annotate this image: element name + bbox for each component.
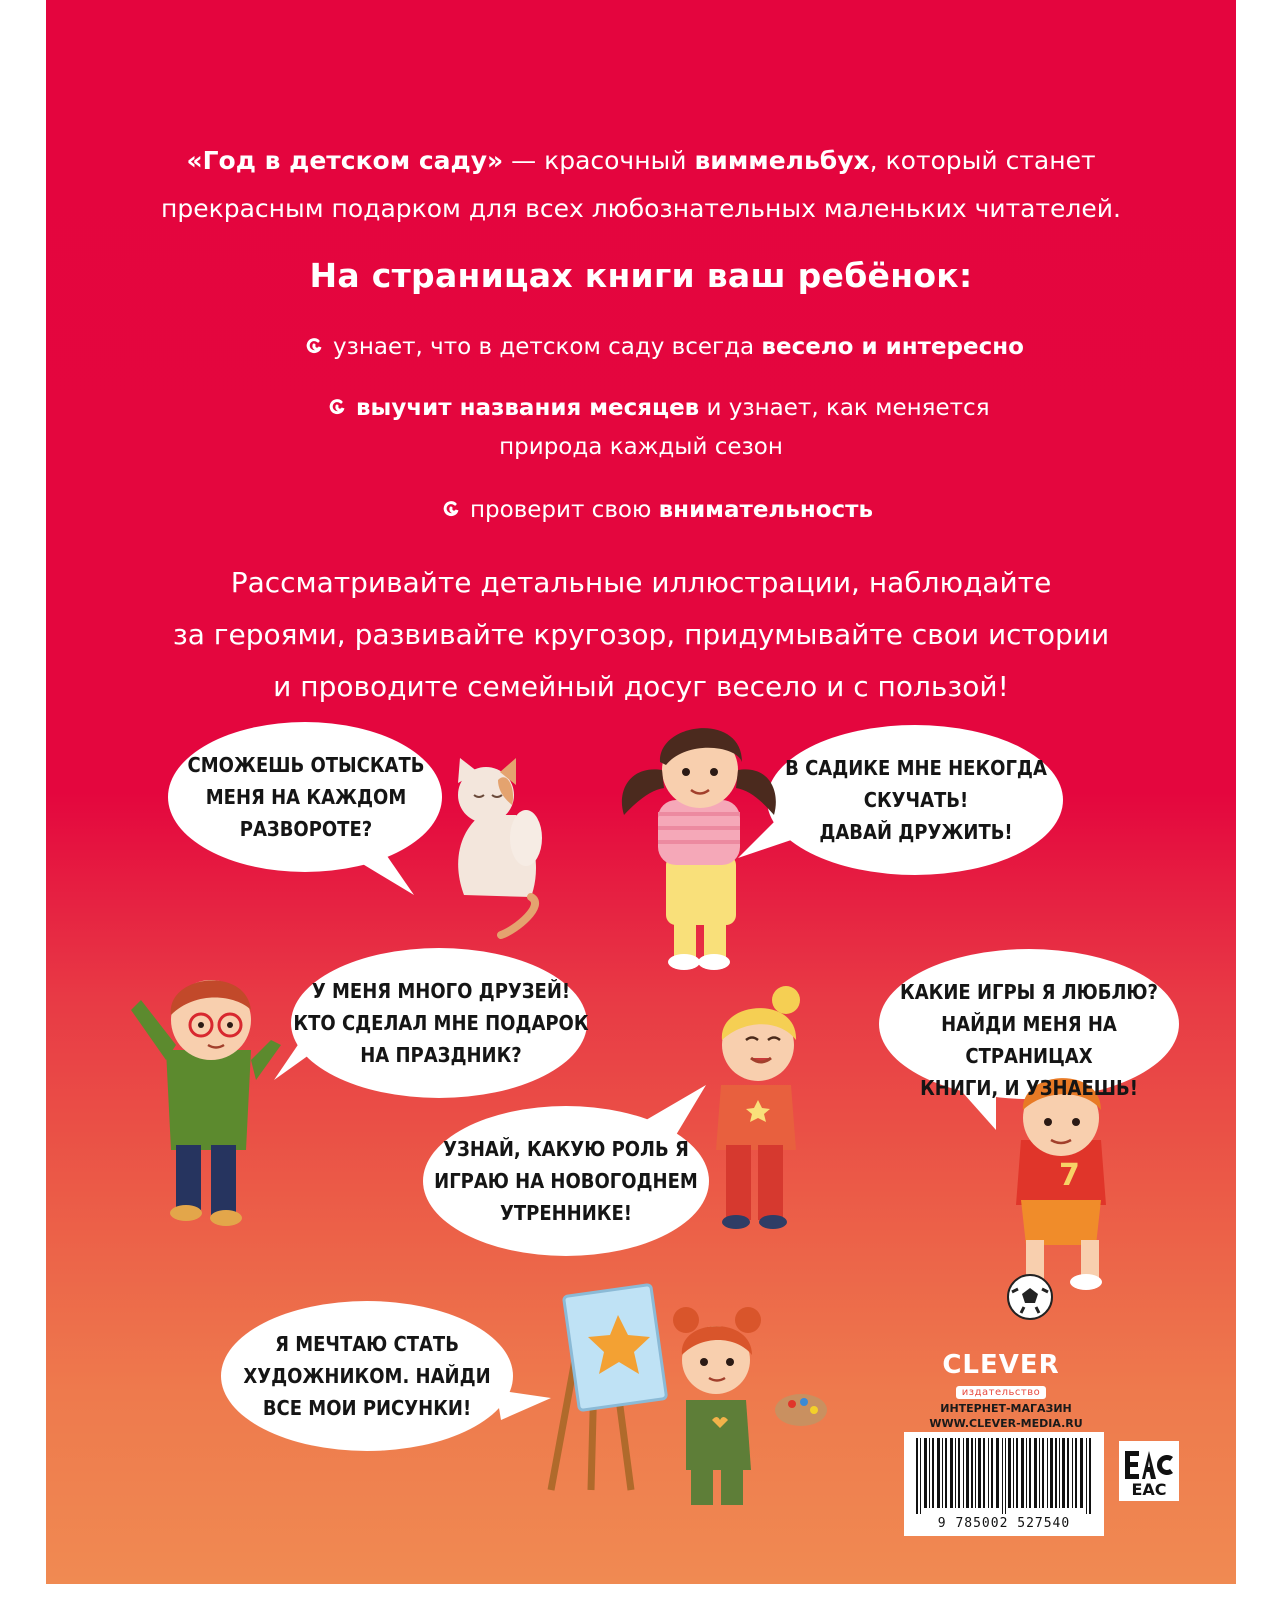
- book-back-cover: [46, 0, 1236, 1584]
- bullet-2-text: и узнает, как меняется: [699, 395, 990, 421]
- eac-mark-icon: [1119, 1441, 1179, 1501]
- shop-label: ИНТЕРНЕТ-МАГАЗИН: [940, 1402, 1072, 1415]
- intro-fragment-end: , который станет: [869, 146, 1096, 175]
- intro-bold-word: виммельбух: [694, 146, 870, 175]
- paragraph-line-2: за героями, развивайте кругозор, придумывайте свои истории: [172, 618, 1110, 651]
- bubble-line: РАЗВОРОТЕ?: [239, 817, 373, 841]
- bubble-line: СМОЖЕШЬ ОТЫСКАТЬ: [187, 753, 425, 777]
- bubble-line: ИГРАЮ НА НОВОГОДНЕМ: [434, 1169, 698, 1193]
- bubble-text-girl: [766, 752, 1066, 848]
- boy-ball-illustration: [1008, 1078, 1106, 1319]
- paragraph-line-1: Рассматривайте детальные иллюстрации, наблюдайте: [230, 566, 1052, 599]
- intro-fragment: — красочный: [503, 146, 695, 175]
- blonde-girl-illustration: [716, 986, 800, 1229]
- bullet-1-text: узнает, что в детском саду всегда: [333, 334, 762, 360]
- bubble-line: УЗНАЙ, КАКУЮ РОЛЬ Я: [443, 1137, 689, 1161]
- bubble-line: Я МЕЧТАЮ СТАТЬ: [275, 1332, 459, 1356]
- online-shop-info: [896, 1401, 1116, 1431]
- cat-illustration: [458, 758, 542, 935]
- publisher-name: CLEVER: [942, 1350, 1060, 1380]
- barcode-bars-icon: [904, 1432, 1104, 1516]
- bubble-line: МЕНЯ НА КАЖДОМ: [205, 785, 407, 809]
- bubble-text-blonde-girl: [421, 1133, 711, 1229]
- bubble-line: ХУДОЖНИКОМ. НАЙДИ: [243, 1364, 491, 1388]
- eac-text: EAC: [1131, 1480, 1167, 1499]
- book-title-quote: «Год в детском саду»: [186, 146, 504, 175]
- bubble-line: У МЕНЯ МНОГО ДРУЗЕЙ!: [311, 979, 571, 1003]
- barcode: [904, 1432, 1104, 1536]
- intro-line-2: прекрасным подарком для всех любознательных маленьких читателей.: [161, 194, 1121, 223]
- shop-url: WWW.CLEVER-MEDIA.RU: [929, 1417, 1083, 1430]
- bullet-3-bold: внимательность: [658, 497, 874, 523]
- bubble-line: ДАВАЙ ДРУЖИТЬ!: [819, 820, 1013, 844]
- isbn-number: 9 785002 527540: [937, 1516, 1071, 1531]
- bubble-line: СКУЧАТЬ!: [863, 788, 969, 812]
- bubble-line: НА ПРАЗДНИК?: [360, 1043, 522, 1067]
- boy-glasses-illustration: [131, 980, 281, 1226]
- paint-palette-icon: [775, 1394, 827, 1426]
- eac-certification-mark: [1119, 1441, 1179, 1501]
- bullet-2-bold: выучит названия месяцев: [356, 395, 700, 421]
- bubble-line: ВСЕ МОИ РИСУНКИ!: [262, 1396, 472, 1420]
- bubble-text-boy-ball: [879, 976, 1179, 1104]
- publisher-subtitle: издательство: [956, 1386, 1046, 1399]
- soccer-ball-icon: [1008, 1275, 1052, 1319]
- bullet-3-text: проверит свою: [470, 497, 659, 523]
- bubble-line: КТО СДЕЛАЛ МНЕ ПОДАРОК: [293, 1011, 589, 1035]
- bubble-line: КАКИЕ ИГРЫ Я ЛЮБЛЮ?: [900, 980, 1158, 1004]
- publisher-logo: [941, 1350, 1061, 1399]
- bubble-line: НАЙДИ МЕНЯ НА СТРАНИЦАХ: [941, 1012, 1117, 1068]
- bubble-line: УТРЕННИКЕ!: [499, 1201, 632, 1225]
- bubble-line: В САДИКЕ МНЕ НЕКОГДА: [785, 756, 1047, 780]
- bubble-line: КНИГИ, И УЗНАЕШЬ!: [920, 1076, 1138, 1100]
- paragraph-line-3: и проводите семейный досуг весело и с пользой!: [273, 670, 1009, 703]
- bubble-text-cat: [166, 749, 446, 845]
- artist-girl-illustration: [551, 1284, 827, 1505]
- bullet-1-bold: весело и интересно: [761, 334, 1024, 360]
- bubble-text-boy-glasses: [291, 975, 591, 1071]
- section-heading: На страницах книги ваш ребёнок:: [309, 256, 973, 295]
- bubble-text-artist: [222, 1328, 512, 1424]
- bullet-2-line-2: природа каждый сезон: [499, 434, 783, 460]
- svg-text:7: 7: [1059, 1158, 1080, 1193]
